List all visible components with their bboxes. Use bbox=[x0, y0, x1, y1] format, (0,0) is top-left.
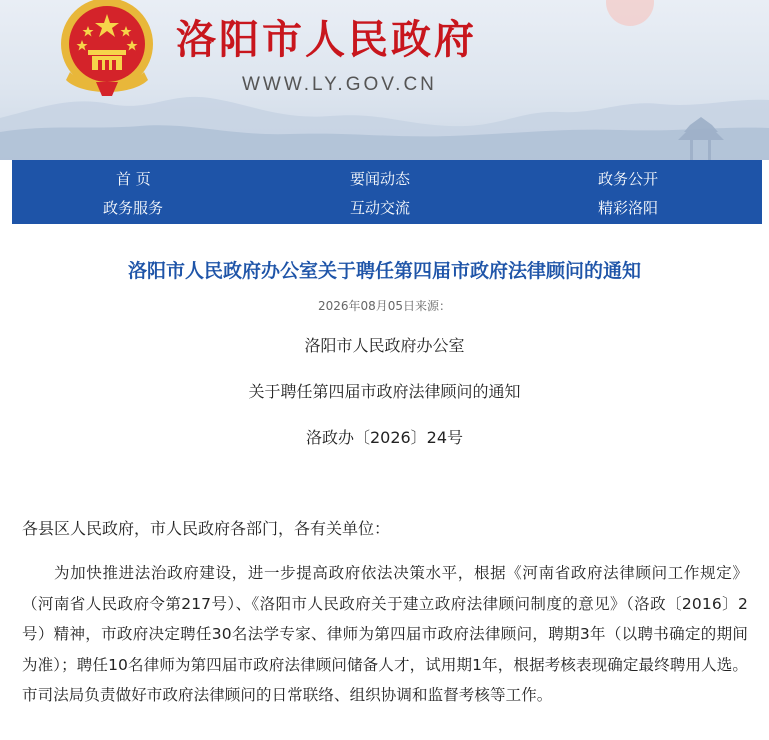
issuer-line: 洛阳市人民政府办公室 bbox=[304, 336, 465, 355]
main-nav bbox=[12, 160, 762, 224]
national-emblem-icon bbox=[52, 0, 162, 98]
nav-item-home[interactable]: 首 页 bbox=[116, 170, 151, 188]
document-number: 洛政办〔2026〕24号 bbox=[305, 428, 464, 447]
salutation: 各县区人民政府，市人民政府各部门，各有关单位： bbox=[22, 519, 391, 538]
site-title: 洛阳市人民政府 bbox=[176, 17, 477, 63]
nav-item-interaction[interactable]: 互动交流 bbox=[350, 199, 411, 217]
nav-item-news[interactable]: 要闻动态 bbox=[350, 170, 411, 188]
nav-item-luoyang[interactable]: 精彩洛阳 bbox=[598, 199, 659, 217]
body-paragraph: 为加快推进法治政府建设，进一步提高政府依法决策水平，根据《河南省政府法律顾问工作规定》（河南省人民政府令第217号）、《洛阳市人民政府关于建立政府法律顾问制度的意见》（洛政〔2016〕2号）精神，市政府决定聘任30名法学专家、律师为第四届市政府法律顾问，聘期3年（以聘书确定的期间为准）；聘任10名律师为第四届市政府法律顾问储备人才，试用期1年，根据考核表现确定最终聘用人选。市司法局负责做好市政府法律顾问的日常联络、组织协调和监督考核等工作。 bbox=[22, 564, 748, 704]
header-banner bbox=[0, 0, 769, 160]
article-title: 洛阳市人民政府办公室关于聘任第四届市政府法律顾问的通知 bbox=[127, 260, 641, 282]
article-meta: 2026年08月05日来源： bbox=[317, 299, 452, 313]
subject-line: 关于聘任第四届市政府法律顾问的通知 bbox=[248, 382, 521, 401]
nav-item-services[interactable]: 政务服务 bbox=[103, 199, 164, 217]
nav-item-public-affairs[interactable]: 政务公开 bbox=[598, 170, 659, 188]
site-url[interactable]: WWW.LY.GOV.CN bbox=[242, 74, 437, 95]
